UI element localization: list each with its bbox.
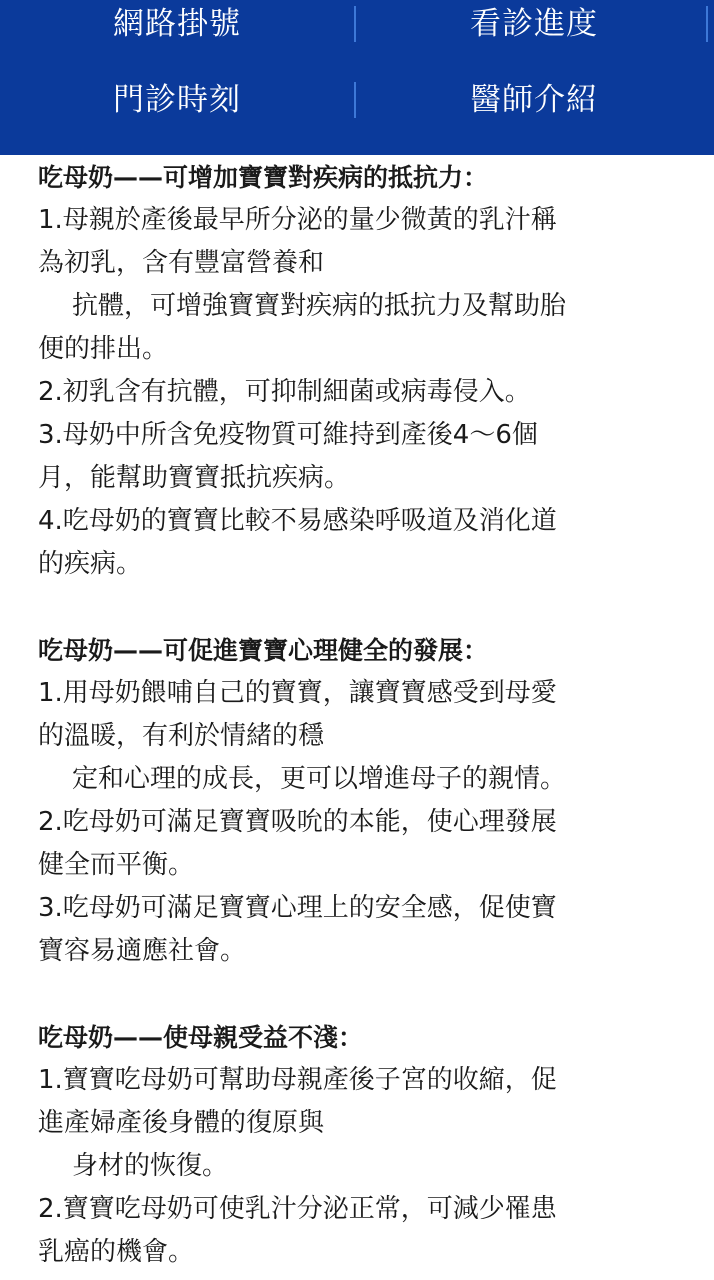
nav-divider — [354, 82, 356, 118]
paragraph-line: 的疾病。 — [38, 549, 143, 579]
paragraph-line: 1.寶寶吃母奶可幫助母親產後子宮的收縮，促 — [38, 1065, 557, 1095]
paragraph-line: 3.母奶中所含免疫物質可維持到產後4～6個 — [38, 420, 538, 450]
article-content — [38, 156, 698, 1274]
paragraph-line: 月，能幫助寶寶抵抗疾病。 — [38, 463, 351, 493]
paragraph-line: 身材的恢復。 — [72, 1151, 229, 1181]
paragraph-line: 乳癌的機會。 — [38, 1237, 195, 1267]
paragraph-line: 為初乳，含有豐富營養和 — [38, 248, 325, 278]
paragraph-line: 1.用母奶餵哺自己的寶寶，讓寶寶感受到母愛 — [38, 678, 557, 708]
paragraph-line: 定和心理的成長，更可以增進母子的親情。 — [72, 764, 567, 794]
nav-clinic-schedule[interactable]: 門診時刻 — [113, 82, 241, 118]
paragraph-line: 便的排出。 — [38, 334, 169, 364]
paragraph-line: 的溫暖，有利於情緒的穩 — [38, 721, 325, 751]
paragraph-line: 1.母親於產後最早所分泌的量少微黃的乳汁稱 — [38, 205, 557, 235]
section-title: 吃母奶——可增加寶寶對疾病的抵抗力： — [38, 163, 489, 192]
section-gap — [38, 586, 698, 629]
section-title: 吃母奶——可促進寶寶心理健全的發展： — [38, 636, 489, 665]
paragraph-line: 寶容易適應社會。 — [38, 936, 247, 966]
paragraph-line: 2.吃母奶可滿足寶寶吸吮的本能，使心理發展 — [38, 807, 557, 837]
section-title: 吃母奶——使母親受益不淺： — [38, 1023, 364, 1052]
paragraph-line: 2.寶寶吃母奶可使乳汁分泌正常，可減少罹患 — [38, 1194, 557, 1224]
nav-clinic-progress[interactable]: 看診進度 — [470, 6, 598, 42]
section-gap — [38, 973, 698, 1016]
paragraph-line: 2.初乳含有抗體，可抑制細菌或病毒侵入。 — [38, 377, 531, 407]
nav-doctor-intro[interactable]: 醫師介紹 — [470, 82, 598, 118]
nav-online-registration[interactable]: 網路掛號 — [113, 6, 241, 42]
top-navigation — [0, 0, 714, 155]
nav-divider — [354, 6, 356, 42]
paragraph-line: 進產婦產後身體的復原與 — [38, 1108, 325, 1138]
paragraph-line: 抗體，可增強寶寶對疾病的抵抗力及幫助胎 — [72, 291, 567, 321]
nav-divider — [706, 6, 708, 42]
paragraph-line: 3.吃母奶可滿足寶寶心理上的安全感，促使寶 — [38, 893, 557, 923]
paragraph-line: 健全而平衡。 — [38, 850, 195, 880]
paragraph-line: 4.吃母奶的寶寶比較不易感染呼吸道及消化道 — [38, 506, 557, 536]
